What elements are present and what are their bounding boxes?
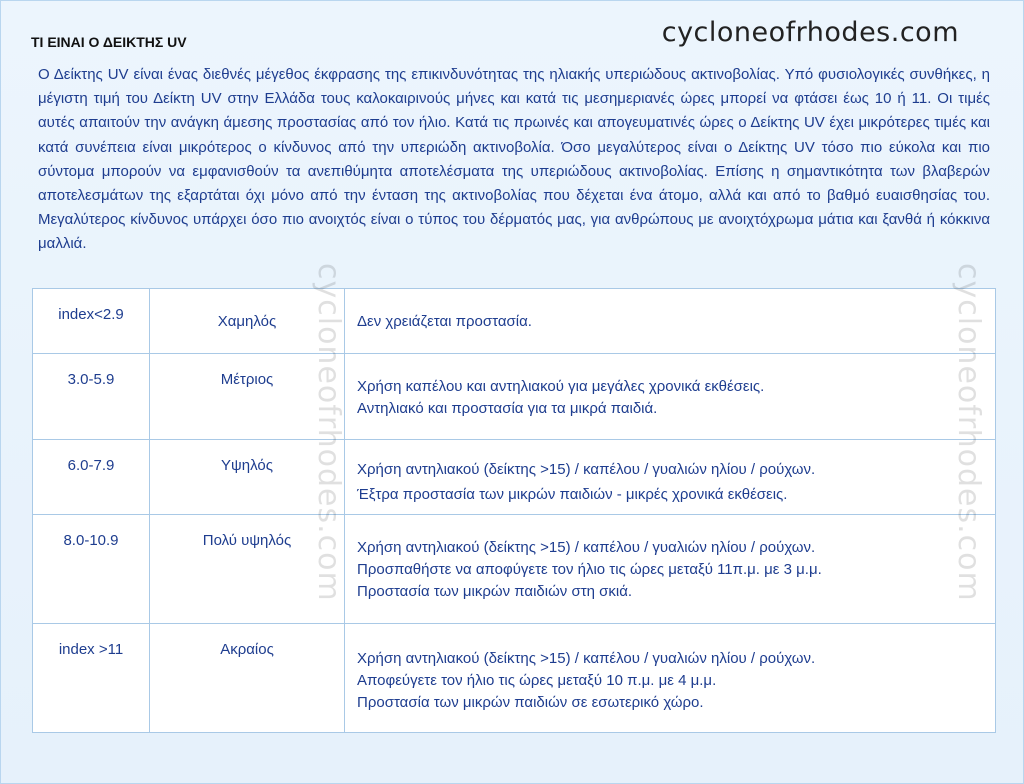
advice-line: Χρήση αντηλιακού (δείκτης >15) / καπέλου / γυαλιών ηλίου / ρούχων. [357,539,816,556]
uv-range: 6.0-7.9 [67,457,115,474]
uv-range-cell [33,515,150,624]
uv-range: index >11 [58,641,124,658]
watermark-left: cycloneofrhodes.com [311,263,346,602]
risk-level: Πολύ υψηλός [202,532,292,549]
watermark-right: cycloneofrhodes.com [951,263,986,602]
advice-line: Αποφεύγετε τον ήλιο τις ώρες μεταξύ 10 π.μ. με 4 μ.μ. [357,672,717,689]
advice-line: Χρήση αντηλιακού (δείκτης >15) / καπέλου / γυαλιών ηλίου / ρούχων. [357,461,816,478]
uv-range-cell [33,440,150,515]
advice-line: Χρήση καπέλου και αντηλιακού για μεγάλες χρονικά εκθέσεις. [357,378,765,395]
advice-line: Προστασία των μικρών παιδιών σε εσωτερικό χώρο. [357,694,704,711]
advice-line: Αντηλιακό και προστασία για τα μικρά παιδιά. [357,400,658,417]
site-title: cycloneofrhodes.com [661,17,959,48]
advice-cell [345,515,996,624]
risk-level: Ακραίος [220,641,274,658]
uv-range: index<2.9 [58,306,124,323]
uv-range-cell [33,624,150,733]
advice-line: Προστασία των μικρών παιδιών στη σκιά. [357,583,633,600]
uv-range-cell [33,289,150,354]
risk-level: Χαμηλός [217,313,277,330]
advice-line: Προσπαθήστε να αποφύγετε τον ήλιο τις ώρες μεταξύ 11π.μ. με 3 μ.μ. [357,561,822,578]
table-row [33,624,996,733]
advice-cell [345,289,996,354]
risk-level-cell [150,624,345,733]
table-row [33,354,996,440]
uv-range: 3.0-5.9 [67,371,115,388]
table-row [33,515,996,624]
intro-paragraph: Ο Δείκτης UV είναι ένας διεθνές μέγεθος έκφρασης της επικινδυνότητας της ηλιακής υπεριώδους ακτινοβολίας. Υπό φυσιολογικές συνθήκες, η μέγιστη τιμή του Δείκτη UV στην Ελλάδα τους καλοκαιρινούς μήνες και κατά τις μεσημεριανές ώρες μπορεί να φτάσει έως 10 ή 11. Οι τιμές αυτές απαιτούν την ανάγκη άμεσης προστασίας από τον ήλιο. Κατά τις πρωινές και απογευματινές ώρες ο Δείκτης UV έχει μικρότερες τιμές και κατά συνέπεια είναι μικρότερος ο κίνδυνος από την υπεριώδη ακτινοβολία. Όσο μεγαλύτερος είναι ο Δείκτης UV τόσο πιο εύκολα και πιο σύντομα μπορούν να εμφανισθούν τα ανεπιθύμητα αποτελέσματα της υπεριώδους ακτινοβολίας. Επίσης η σημαντικότητα των βλαβερών αποτελεσμάτων της εξαρτάται όχι μόνο από την ένταση της ακτινοβολίας που δέχεται ένα άτομο, αλλά και από το βαθμό ευαισθησίας του. Μεγαλύτερος κίνδυνος υπάρχει όσο πιο ανοιχτός είναι ο τύπος του δέρματός μας, για ανθρώπους με ανοιχτόχρωμα μάτια και ξανθά ή κόκκινα μαλλιά. [38,66,990,253]
table-row [33,440,996,515]
uv-range-cell [33,354,150,440]
advice-cell [345,624,996,733]
advice-cell [345,354,996,440]
advice-cell [345,440,996,515]
advice-line: Δεν χρειάζεται προστασία. [357,313,532,330]
risk-level: Υψηλός [221,457,273,474]
risk-level: Μέτριος [220,371,274,388]
page-heading: ΤΙ ΕΙΝΑΙ Ο ΔΕΙΚΤΗΣ UV [31,34,187,50]
uv-index-table [32,288,996,733]
advice-line: Έξτρα προστασία των μικρών παιδιών - μικρές χρονικά εκθέσεις. [357,486,788,503]
advice-line: Χρήση αντηλιακού (δείκτης >15) / καπέλου / γυαλιών ηλίου / ρούχων. [357,650,816,667]
table-row [33,289,996,354]
uv-range: 8.0-10.9 [63,532,119,549]
